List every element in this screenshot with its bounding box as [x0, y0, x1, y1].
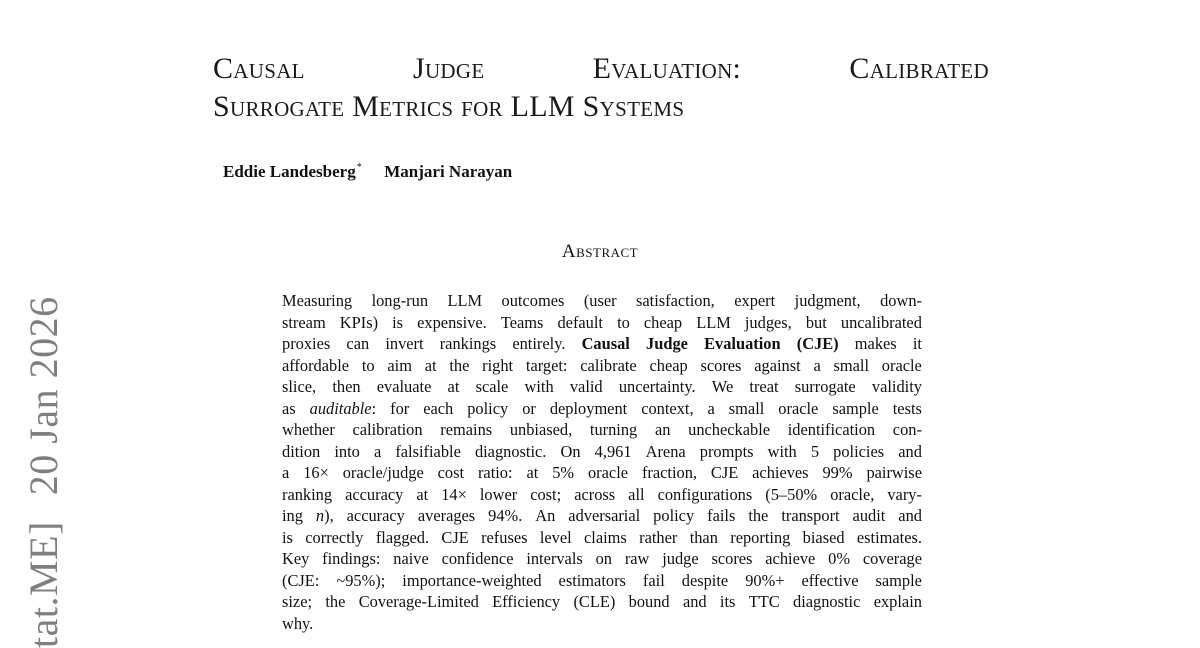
abstract-word: LLM: [447, 291, 483, 310]
abstract-word: small: [728, 398, 765, 418]
abstract-word: a: [707, 398, 715, 418]
abstract-word: 0%: [828, 549, 850, 568]
abstract-word: CJE: [710, 463, 739, 482]
abstract-word: CJE: [441, 527, 469, 547]
abstract-word: adversarial: [568, 506, 641, 525]
abstract-word: 99%: [822, 463, 853, 482]
abstract-word: 14×: [441, 484, 467, 504]
title-word: Judge: [412, 52, 485, 85]
abstract-word: entirely.: [512, 334, 566, 353]
abstract-word: (user: [583, 291, 617, 310]
arxiv-category: tat.ME]: [21, 521, 66, 648]
abstract-word: deployment: [549, 398, 628, 418]
abstract-line: [282, 333, 922, 355]
abstract-word: each: [423, 398, 454, 418]
abstract-word: estimates.: [856, 527, 922, 547]
abstract-word: bound: [628, 592, 670, 611]
abstract-word: lower: [479, 484, 518, 504]
abstract-word: auditable:: [309, 398, 377, 418]
abstract-word: makes: [854, 334, 897, 353]
abstract-word: and: [898, 506, 922, 525]
abstract-word: LLM: [696, 312, 731, 332]
abstract-word: transport: [781, 506, 840, 525]
abstract-line: [282, 419, 922, 441]
abstract-word: with: [524, 377, 554, 396]
title-word: Calibrated: [849, 52, 989, 85]
title-line-1: [213, 50, 989, 88]
abstract-word: at: [447, 377, 460, 396]
abstract-word: scale: [475, 377, 509, 396]
abstract-word: it: [912, 334, 922, 353]
arxiv-date: 20 Jan 2026: [21, 296, 66, 496]
abstract-word: calibration: [352, 420, 423, 439]
abstract-line: [282, 376, 922, 398]
abstract-word: affordable: [282, 355, 350, 375]
abstract-word: 5%: [552, 463, 575, 482]
abstract-word: identification: [787, 420, 876, 439]
abstract-word: We: [711, 377, 734, 396]
abstract-word: raw: [624, 549, 650, 568]
abstract-word: a: [373, 441, 382, 461]
abstract-word: falsifiable: [395, 441, 461, 461]
abstract-word: oracle: [587, 463, 629, 482]
abstract-word: at: [424, 355, 437, 375]
abstract-word: configurations: [657, 484, 753, 504]
abstract-word: valid: [569, 377, 603, 396]
abstract-word: surrogate: [794, 377, 856, 396]
abstract-word: 16×: [303, 463, 329, 482]
abstract-word: prompts: [699, 441, 754, 461]
abstract-word: long-run: [371, 291, 429, 310]
abstract-word: averages: [417, 506, 476, 525]
abstract-word: judges,: [744, 312, 792, 332]
abstract-word: than: [689, 527, 718, 547]
abstract-word: effective: [801, 570, 859, 590]
abstract-line: [282, 398, 922, 420]
abstract-word: reporting: [730, 527, 791, 547]
abstract-word: a: [282, 463, 290, 482]
abstract-word: 90%+: [745, 570, 785, 590]
author-name: Eddie Landesberg: [223, 162, 356, 181]
abstract-word: pairwise: [866, 463, 922, 482]
abstract-word: fails: [707, 506, 736, 525]
abstract-word: against: [754, 355, 801, 375]
abstract-word: diagnostic: [793, 592, 861, 611]
abstract-word: oracle,: [830, 484, 875, 504]
abstract-word: Coverage-Limited: [358, 592, 479, 611]
abstract-word: sample: [875, 570, 922, 590]
abstract-word: evaluate: [376, 377, 432, 396]
abstract-word: Key: [282, 549, 310, 568]
abstract-line: [282, 355, 922, 377]
abstract-word: slice,: [282, 377, 317, 396]
abstract-word: Judge: [646, 334, 688, 353]
title-line-2: Surrogate Metrics for LLM Systems: [213, 90, 685, 123]
abstract-line: [282, 570, 922, 592]
abstract-word: 4,961: [594, 441, 632, 461]
abstract-word: with: [767, 441, 797, 461]
abstract-word: uncertainty.: [618, 377, 696, 396]
abstract-heading: Abstract: [561, 241, 639, 262]
abstract-word: On: [560, 441, 581, 461]
abstract-word: or: [522, 398, 536, 418]
abstract-word: Efficiency: [492, 592, 561, 611]
abstract-word: achieves: [752, 463, 809, 482]
abstract-word: ing: [282, 506, 303, 525]
abstract-word: an: [654, 420, 671, 439]
abstract-word: cheap: [649, 355, 688, 375]
abstract-word: (CJE): [796, 334, 839, 353]
abstract-word: uncalibrated: [840, 312, 922, 332]
abstract-word: ranking: [282, 484, 333, 504]
abstract-line: [282, 462, 922, 484]
author-list: [223, 162, 512, 182]
abstract-word: at: [526, 463, 539, 482]
author-footnote-mark: *: [356, 162, 362, 173]
abstract-word: scores: [711, 549, 753, 568]
abstract-word: An: [535, 506, 556, 525]
abstract-word: across: [574, 484, 616, 504]
abstract-word: accuracy: [346, 506, 405, 525]
abstract-word: coverage: [862, 549, 922, 568]
abstract-word: calibrate: [580, 355, 637, 375]
abstract-line: [282, 505, 922, 527]
abstract-line: [282, 484, 922, 506]
abstract-word: cost;: [530, 484, 562, 504]
abstract-word: (CLE): [573, 592, 616, 611]
abstract-word: ratio:: [477, 463, 513, 482]
abstract-word: correctly: [305, 527, 364, 547]
abstract-word: tests: [892, 398, 922, 418]
abstract-word: sample: [832, 398, 879, 418]
abstract-word: Measuring: [282, 291, 353, 310]
abstract-word: default: [557, 312, 603, 332]
abstract-word: con-: [892, 420, 922, 439]
abstract-word: is: [392, 312, 404, 332]
abstract-line: [282, 591, 922, 613]
abstract-word: down-: [880, 291, 922, 310]
abstract-word: stream: [282, 312, 326, 332]
abstract-word: diagnostic.: [474, 441, 547, 461]
abstract-word: for: [390, 398, 410, 418]
abstract-word: validity: [871, 377, 922, 396]
abstract-word: right: [482, 355, 514, 375]
abstract-word: is: [282, 527, 293, 547]
abstract-word: whether: [282, 420, 335, 439]
abstract-word: refuses: [481, 527, 528, 547]
abstract-word: rather: [639, 527, 678, 547]
abstract-word: and: [898, 441, 922, 461]
abstract-word: fail: [642, 570, 665, 590]
abstract-word: claims: [584, 527, 627, 547]
abstract-word: fraction,: [641, 463, 697, 482]
abstract-word: as: [282, 398, 296, 418]
abstract-word: can: [346, 334, 370, 353]
abstract-word: estimators: [558, 570, 626, 590]
abstract-word: biased: [802, 527, 845, 547]
abstract-line: [282, 527, 922, 549]
abstract-word: flagged.: [375, 527, 430, 547]
abstract-word: its: [719, 592, 736, 611]
abstract-line: [282, 613, 922, 635]
abstract-word: despite: [681, 570, 729, 590]
abstract-word: achieve: [765, 549, 816, 568]
abstract-word: cost: [437, 463, 465, 482]
abstract-word: invert: [385, 334, 424, 353]
abstract-word: KPIs): [339, 312, 379, 332]
abstract-word: context,: [641, 398, 694, 418]
abstract-line: [282, 290, 922, 312]
abstract-word: (CJE:: [282, 570, 320, 590]
abstract-line: [282, 312, 922, 334]
abstract-word: TTC: [748, 592, 780, 611]
abstract-word: satisfaction,: [636, 291, 715, 310]
abstract-word: the: [748, 506, 769, 525]
abstract-word: oracle: [881, 355, 922, 375]
abstract-word: into: [334, 441, 360, 461]
abstract-word: importance-weighted: [402, 570, 542, 590]
abstract-body: [282, 290, 922, 634]
abstract-word: expert: [734, 291, 776, 310]
abstract-word: small: [833, 355, 870, 375]
abstract-word: (5–50%: [765, 484, 818, 504]
abstract-word: oracle: [778, 398, 819, 418]
abstract-line: [282, 548, 922, 570]
abstract-word: judge: [662, 549, 699, 568]
abstract-word: dition: [282, 441, 321, 461]
abstract-word: Evaluation: [704, 334, 781, 353]
abstract-word: target:: [525, 355, 568, 375]
abstract-word: 94%.: [488, 506, 523, 525]
title-word: Evaluation:: [592, 52, 742, 85]
abstract-word: uncheckable: [688, 420, 771, 439]
abstract-word: scores: [700, 355, 742, 375]
abstract-word: intervals: [526, 549, 583, 568]
abstract-word: oracle/judge: [342, 463, 424, 482]
abstract-word: aim: [387, 355, 412, 375]
abstract-word: 5: [810, 441, 820, 461]
abstract-word: level: [539, 527, 572, 547]
abstract-word: at: [416, 484, 429, 504]
abstract-word: rankings: [439, 334, 497, 353]
abstract-word: a: [813, 355, 821, 375]
arxiv-side-stamp: [20, 296, 67, 648]
abstract-word: accuracy: [345, 484, 404, 504]
abstract-word: audit: [852, 506, 886, 525]
abstract-word: n),: [315, 506, 334, 525]
abstract-word: treat: [749, 377, 779, 396]
abstract-word: confidence: [441, 549, 514, 568]
abstract-word: to: [361, 355, 375, 375]
abstract-word: then: [332, 377, 361, 396]
abstract-word: why.: [282, 613, 314, 633]
abstract-word: ~95%);: [336, 570, 386, 590]
abstract-word: proxies: [282, 334, 331, 353]
abstract-word: policy: [467, 398, 509, 418]
abstract-word: naive: [393, 549, 429, 568]
abstract-word: but: [805, 312, 827, 332]
abstract-word: Teams: [500, 312, 544, 332]
abstract-word: the: [449, 355, 470, 375]
abstract-word: size;: [282, 592, 313, 611]
abstract-word: all: [628, 484, 645, 504]
abstract-word: cheap: [643, 312, 683, 332]
abstract-word: outcomes: [501, 291, 565, 310]
abstract-line: [282, 441, 922, 463]
abstract-word: the: [325, 592, 346, 611]
abstract-word: and: [682, 592, 707, 611]
abstract-word: policies: [833, 441, 885, 461]
abstract-word: remains: [440, 420, 493, 439]
author-name: Manjari Narayan: [384, 162, 513, 181]
abstract-word: on: [595, 549, 612, 568]
abstract-word: explain: [873, 592, 922, 611]
abstract-word: unbiased,: [509, 420, 573, 439]
abstract-word: to: [617, 312, 630, 332]
abstract-word: findings:: [322, 549, 381, 568]
abstract-word: judgment,: [794, 291, 861, 310]
abstract-word: expensive.: [417, 312, 487, 332]
title-word: Causal: [213, 52, 305, 85]
abstract-word: Arena: [645, 441, 686, 461]
abstract-word: Causal: [581, 334, 630, 353]
abstract-word: turning: [589, 420, 638, 439]
paper-title: [213, 50, 989, 126]
abstract-word: policy: [653, 506, 695, 525]
abstract-word: vary-: [887, 484, 922, 504]
